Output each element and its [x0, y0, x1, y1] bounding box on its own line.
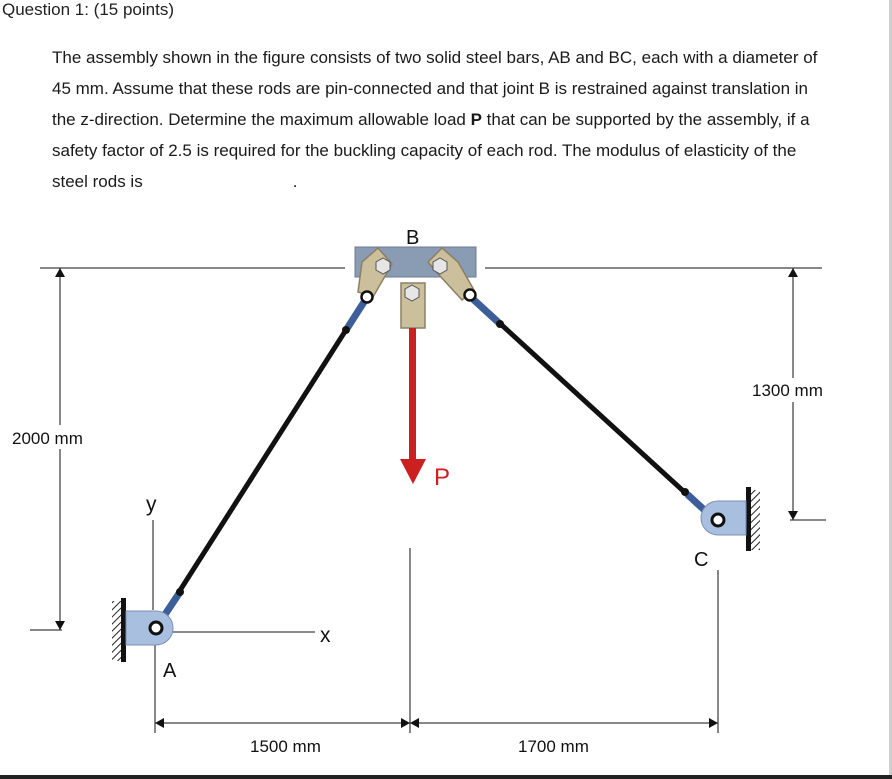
joint-b-gusset [355, 247, 476, 328]
support-a [112, 598, 173, 662]
question-title: Question 1: (15 points) [2, 0, 174, 19]
pin-b-right [465, 290, 476, 301]
question-text-part2: that can be supported by the assembly, if a safety factor of 2.5 is required for the buckling capacity of each rod. The modulus of elasticity of the steel rods is [52, 110, 810, 191]
label-joint-c: C [694, 549, 709, 571]
load-symbol: P [470, 110, 482, 129]
question-text-part1: The assembly shown in the figure consists of two solid steel bars, AB and BC, each with a diameter of 45 mm. Assume that these rods are pin-connected and that joint B is restrained against translation in the z-direction. Determine the maximum allowable load [52, 48, 818, 129]
dimension-1500: 1500 mm [250, 737, 321, 756]
load-arrow [400, 328, 426, 484]
dimension-2000: 2000 mm [12, 429, 83, 448]
bracket-center [401, 283, 425, 328]
rod-bc [470, 296, 715, 520]
support-c [701, 487, 760, 551]
rod-ab [156, 297, 367, 628]
pin-b-left [362, 292, 373, 303]
dimension-1700: 1700 mm [518, 737, 589, 756]
label-load-p: P [434, 464, 451, 491]
label-joint-b: B [406, 227, 420, 249]
question-text-trailing: . [292, 172, 298, 191]
frame-bottom-edge [0, 775, 892, 779]
axis-label-x: x [320, 624, 331, 647]
axis-label-y: y [146, 493, 157, 516]
label-joint-a: A [163, 660, 177, 682]
dimension-1300: 1300 mm [752, 381, 823, 400]
